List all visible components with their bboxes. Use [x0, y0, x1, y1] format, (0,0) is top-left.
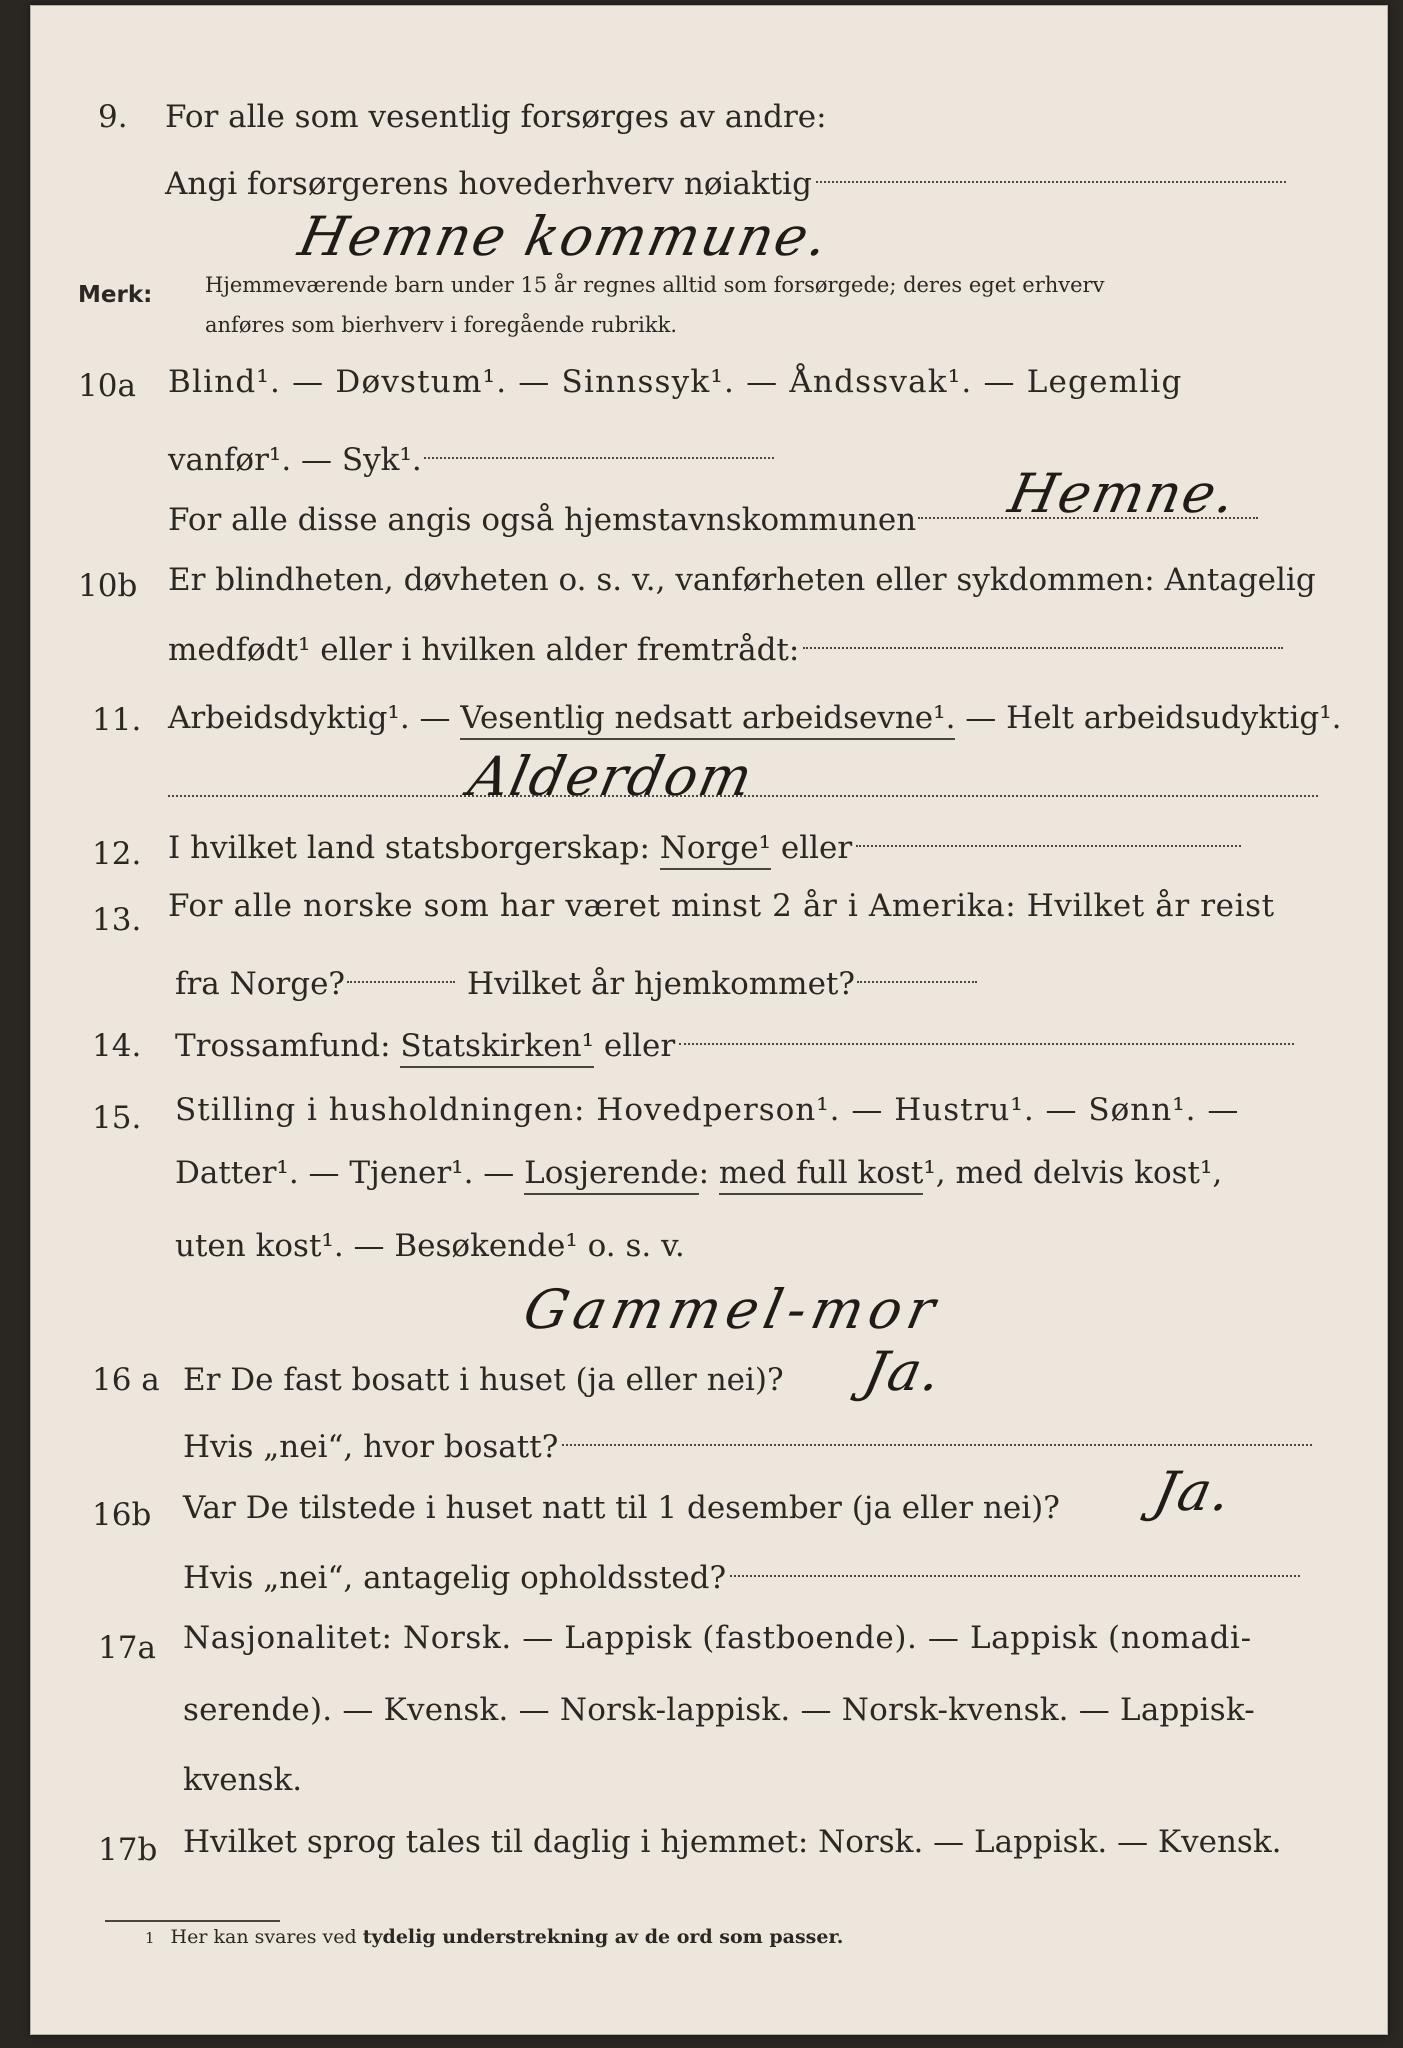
question-text: Hvilket sprog tales til daglig i hjemmet: Norsk. — Lappisk. — Kvensk.	[183, 1824, 1282, 1860]
question-text	[168, 828, 1241, 868]
question-text-part: I hvilket land statsborgerskap:	[168, 830, 660, 866]
underlined-answer: med full kost	[719, 1155, 923, 1195]
question-text	[168, 440, 774, 480]
footnote-text-bold: tydelig understrekning av de ord som passer.	[362, 1926, 844, 1948]
footnote-text: Her kan svares ved	[170, 1926, 363, 1948]
question-text: Stilling i husholdningen: Hovedperson¹. — Hustru¹. — Sønn¹. —	[175, 1092, 1240, 1128]
question-text: Blind¹. — Døvstum¹. — Sinnssyk¹. — Åndssvak¹. — Legemlig	[168, 364, 1183, 400]
question-text-part: Hvis „nei“, antagelig opholdssted?	[183, 1560, 727, 1596]
question-text-part: eller	[771, 830, 853, 866]
answer-line	[856, 845, 1241, 847]
question-number: 12.	[92, 836, 142, 872]
note-text: anføres som bierhverv i foregående rubrikk.	[205, 313, 678, 337]
question-text: For alle som vesentlig forsørges av andre:	[165, 99, 827, 135]
handwritten-answer: Hemne kommune.	[293, 205, 836, 268]
answer-line	[347, 981, 455, 983]
note-text: Hjemmeværende barn under 15 år regnes alltid som forsørgede; deres eget erhverv	[205, 273, 1105, 297]
question-text	[175, 1026, 1294, 1066]
answer-line	[562, 1444, 1312, 1446]
question-text	[175, 964, 977, 1004]
question-text-part: vanfør¹. — Syk¹.	[168, 442, 422, 478]
question-number: 17b	[98, 1832, 158, 1868]
question-number: 10a	[78, 368, 136, 404]
question-number: 10b	[78, 568, 138, 604]
question-text	[165, 164, 1286, 204]
question-text: Er blindheten, døvheten o. s. v., vanførheten eller sykdommen: Antagelig	[168, 562, 1316, 598]
answer-line	[168, 795, 1318, 797]
question-text: Nasjonalitet: Norsk. — Lappisk (fastboende). — Lappisk (nomadi-	[183, 1620, 1252, 1656]
question-number: 11.	[92, 702, 142, 738]
question-text	[175, 1153, 1222, 1193]
footnote	[145, 1926, 843, 1948]
question-text-part: For alle disse angis også hjemstavnskommunen	[168, 502, 917, 538]
answer-line	[857, 981, 977, 983]
answer-line	[730, 1575, 1300, 1577]
footnote-rule	[105, 1920, 280, 1922]
question-text-part: fra Norge?	[175, 966, 346, 1002]
question-text-part: Arbeidsdyktig¹. —	[168, 700, 461, 736]
underlined-answer: Norge¹	[660, 830, 771, 870]
question-text	[168, 630, 1283, 670]
handwritten-answer: Ja.	[858, 1340, 949, 1403]
underlined-answer: Statskirken¹	[400, 1028, 594, 1068]
question-text-part: eller	[594, 1028, 676, 1064]
handwritten-answer: Alderdom	[463, 745, 760, 808]
question-number: 14.	[92, 1028, 142, 1064]
question-text-part: Angi forsørgerens hovederhverv nøiaktig	[165, 166, 812, 202]
question-text-part: medfødt¹ eller i hvilken alder fremtrådt:	[168, 632, 800, 668]
underlined-answer: Vesentlig nedsatt arbeidsevne¹.	[460, 700, 955, 740]
question-text-part: :	[698, 1155, 719, 1191]
question-text-part: Hvis „nei“, hvor bosatt?	[183, 1429, 559, 1465]
answer-line	[803, 647, 1283, 649]
underlined-answer: Losjerende	[524, 1155, 698, 1195]
question-number: 13.	[92, 902, 142, 938]
handwritten-answer: Gammel-mor	[518, 1278, 947, 1341]
question-text: For alle norske som har været minst 2 år i Amerika: Hvilket år reist	[168, 888, 1275, 924]
question-text: Var De tilstede i huset natt til 1 desember (ja eller nei)?	[183, 1490, 1060, 1526]
question-number: 15.	[92, 1100, 142, 1136]
question-text	[168, 698, 1342, 738]
question-text-part: Datter¹. — Tjener¹. —	[175, 1155, 525, 1191]
question-number: 16b	[92, 1497, 152, 1533]
question-text: uten kost¹. — Besøkende¹ o. s. v.	[175, 1228, 685, 1264]
question-text-part: Hvilket år hjemkommet?	[467, 966, 856, 1002]
handwritten-answer: Hemne.	[1003, 462, 1243, 525]
handwritten-answer: Ja.	[1148, 1460, 1239, 1523]
question-text	[183, 1558, 1300, 1598]
note-label: Merk:	[78, 282, 153, 308]
answer-line	[424, 457, 774, 459]
question-text: serende). — Kvensk. — Norsk-lappisk. — Norsk-kvensk. — Lappisk-	[183, 1692, 1255, 1728]
answer-line	[679, 1043, 1294, 1045]
footnote-mark: 1	[145, 1929, 155, 1947]
question-text	[183, 1427, 1312, 1467]
answer-line	[816, 181, 1286, 183]
question-number: 16 a	[92, 1362, 160, 1398]
question-text-part: — Helt arbeidsudyktig¹.	[955, 700, 1342, 736]
question-text-part: Trossamfund:	[175, 1028, 401, 1064]
question-text: Er De fast bosatt i huset (ja eller nei)?	[183, 1362, 784, 1398]
question-text-part: ¹, med delvis kost¹,	[923, 1155, 1223, 1191]
question-number: 9.	[98, 99, 128, 135]
question-text: kvensk.	[183, 1762, 303, 1798]
question-number: 17a	[98, 1630, 156, 1666]
